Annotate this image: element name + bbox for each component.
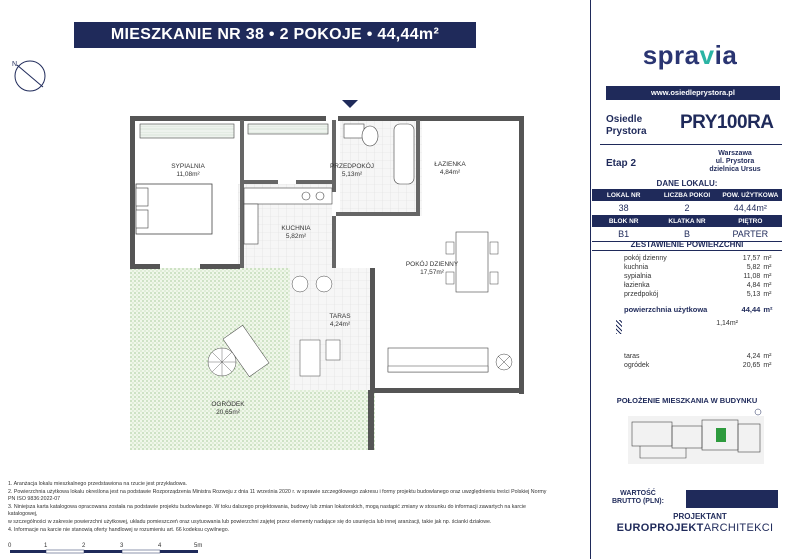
svg-text:5,13m²: 5,13m² bbox=[341, 171, 363, 178]
entrance-arrow-icon bbox=[342, 100, 358, 108]
extra-row: ogródek 20,65 m² bbox=[624, 362, 772, 369]
hatched-area-row: 1,14m² bbox=[592, 320, 782, 336]
svg-text:N: N bbox=[12, 61, 18, 68]
brand-logo: spravia bbox=[642, 40, 738, 70]
project-logo: PRY100RA bbox=[680, 112, 774, 133]
area-total: powierzchnia użytkowa 44,44 m² bbox=[624, 305, 773, 314]
room-label-przedpokoj: PRZEDPOKÓJ bbox=[329, 163, 375, 170]
room-label-pokoj: POKÓJ DZIENNY bbox=[405, 261, 459, 268]
side-divider bbox=[590, 0, 591, 559]
scale-label: 0 bbox=[8, 543, 12, 549]
price-value-box bbox=[686, 490, 778, 508]
scale-label: 1 bbox=[44, 543, 48, 549]
stage-label: Etap 2 bbox=[606, 158, 637, 169]
project-name-line1: Osiedle bbox=[606, 114, 643, 125]
svg-text:4,84m²: 4,84m² bbox=[439, 169, 461, 176]
svg-text:11,08m²: 11,08m² bbox=[176, 171, 200, 178]
room-label-sypialnia: SYPIALNIA bbox=[171, 163, 205, 170]
scale-label: 2 bbox=[82, 543, 86, 549]
minimap-compass-icon bbox=[755, 409, 761, 415]
website-url: www.osiedleprystora.pl bbox=[606, 86, 780, 100]
room-label-lazienka: ŁAZIENKA bbox=[434, 161, 466, 168]
location-title: POŁOŻENIE MIESZKANIA W BUDYNKU bbox=[616, 396, 758, 405]
room-label-ogrodek: OGRÓDEK bbox=[211, 401, 245, 408]
architect-label: PROJEKTANT bbox=[673, 512, 727, 521]
page-title: MIESZKANIE NR 38 • 2 POKOJE • 44,44m² bbox=[74, 22, 476, 48]
svg-text:17,57m²: 17,57m² bbox=[420, 269, 444, 276]
extra-row: taras 4,24 m² bbox=[624, 353, 772, 360]
project-name-line2: Prystora bbox=[606, 126, 647, 137]
svg-text:5,82m²: 5,82m² bbox=[285, 233, 307, 240]
svg-text:20,65m²: 20,65m² bbox=[216, 409, 240, 416]
apartment-marker bbox=[716, 428, 726, 442]
area-row: przedpokój 5,13 m² bbox=[624, 291, 772, 298]
area-row: sypialnia 11,08 m² bbox=[624, 273, 772, 280]
unit-data-title: DANE LOKALU: bbox=[592, 178, 782, 190]
svg-text:4,24m²: 4,24m² bbox=[329, 321, 351, 328]
area-summary-title: ZESTAWIENIE POWIERZCHNI bbox=[592, 240, 782, 251]
price-label: WARTOŚĆ BRUTTO (PLN): bbox=[612, 490, 664, 505]
scale-label: 5m bbox=[194, 543, 203, 549]
area-summary bbox=[592, 240, 782, 370]
room-label-taras: TARAS bbox=[329, 313, 351, 320]
scale-bar bbox=[8, 540, 208, 556]
area-row: łazienka 4,84 m² bbox=[624, 282, 772, 289]
hatch-legend-icon bbox=[616, 320, 622, 334]
floor-plan bbox=[110, 96, 540, 456]
footnotes: 1. Aranżacja lokalu mieszkalnego przedstawiona na rzucie jest przykładowa. 2. Powierzchnia użytkowa lokalu określona jest na podstawie Rozporządzenia Ministra Rozwoju z dnia 11 września 2020 r. w sprawie szczegółowego zakresu i formy projektu budowlanego oraz uwzględnieniu treści Polskiej Normy PN ISO 9836:2022-07 3. Niniejsza karta katalogowa opracowana została na podstawie projektu budowlanego. W toku dalszego projektowania, budowy lub zmian lokatorskich, mogą nastąpić zmiany w stosunku do informacji zawartych na karcie katalogowej, w szczególności w zakresie powierzchni użytkowej, układu pomieszczeń oraz usytuowania lub powierzchni zajętej przez elementy nadające się do usunięcia lub innej aranżacji, takie jak np. ścianki działowe. 4. Informacje na karcie nie stanowią oferty handlowej w rozumieniu art. 66 kodeksu cywilnego. bbox=[8, 481, 547, 533]
area-row: pokój dzienny 17,57 m² bbox=[624, 255, 772, 262]
compass-icon bbox=[10, 56, 50, 96]
address: Warszawa ul. Prystora dzielnica Ursus bbox=[709, 150, 761, 173]
architect-logo: EUROPROJEKTARCHITEKCI bbox=[616, 522, 774, 534]
scale-label: 3 bbox=[120, 543, 124, 549]
area-row: kuchnia 5,82 m² bbox=[624, 264, 772, 271]
unit-data-table: DANE LOKALU: LOKAL NR LICZBA POKOI POW. UŻYTKOWA 38 2 44,44m² BLOK NR KLATKA NR PIĘTRO B1 B PARTER bbox=[592, 178, 782, 242]
scale-label: 4 bbox=[158, 543, 162, 549]
rule-1 bbox=[600, 144, 782, 145]
building-location-map bbox=[626, 408, 766, 470]
room-label-kuchnia: KUCHNIA bbox=[281, 225, 311, 232]
